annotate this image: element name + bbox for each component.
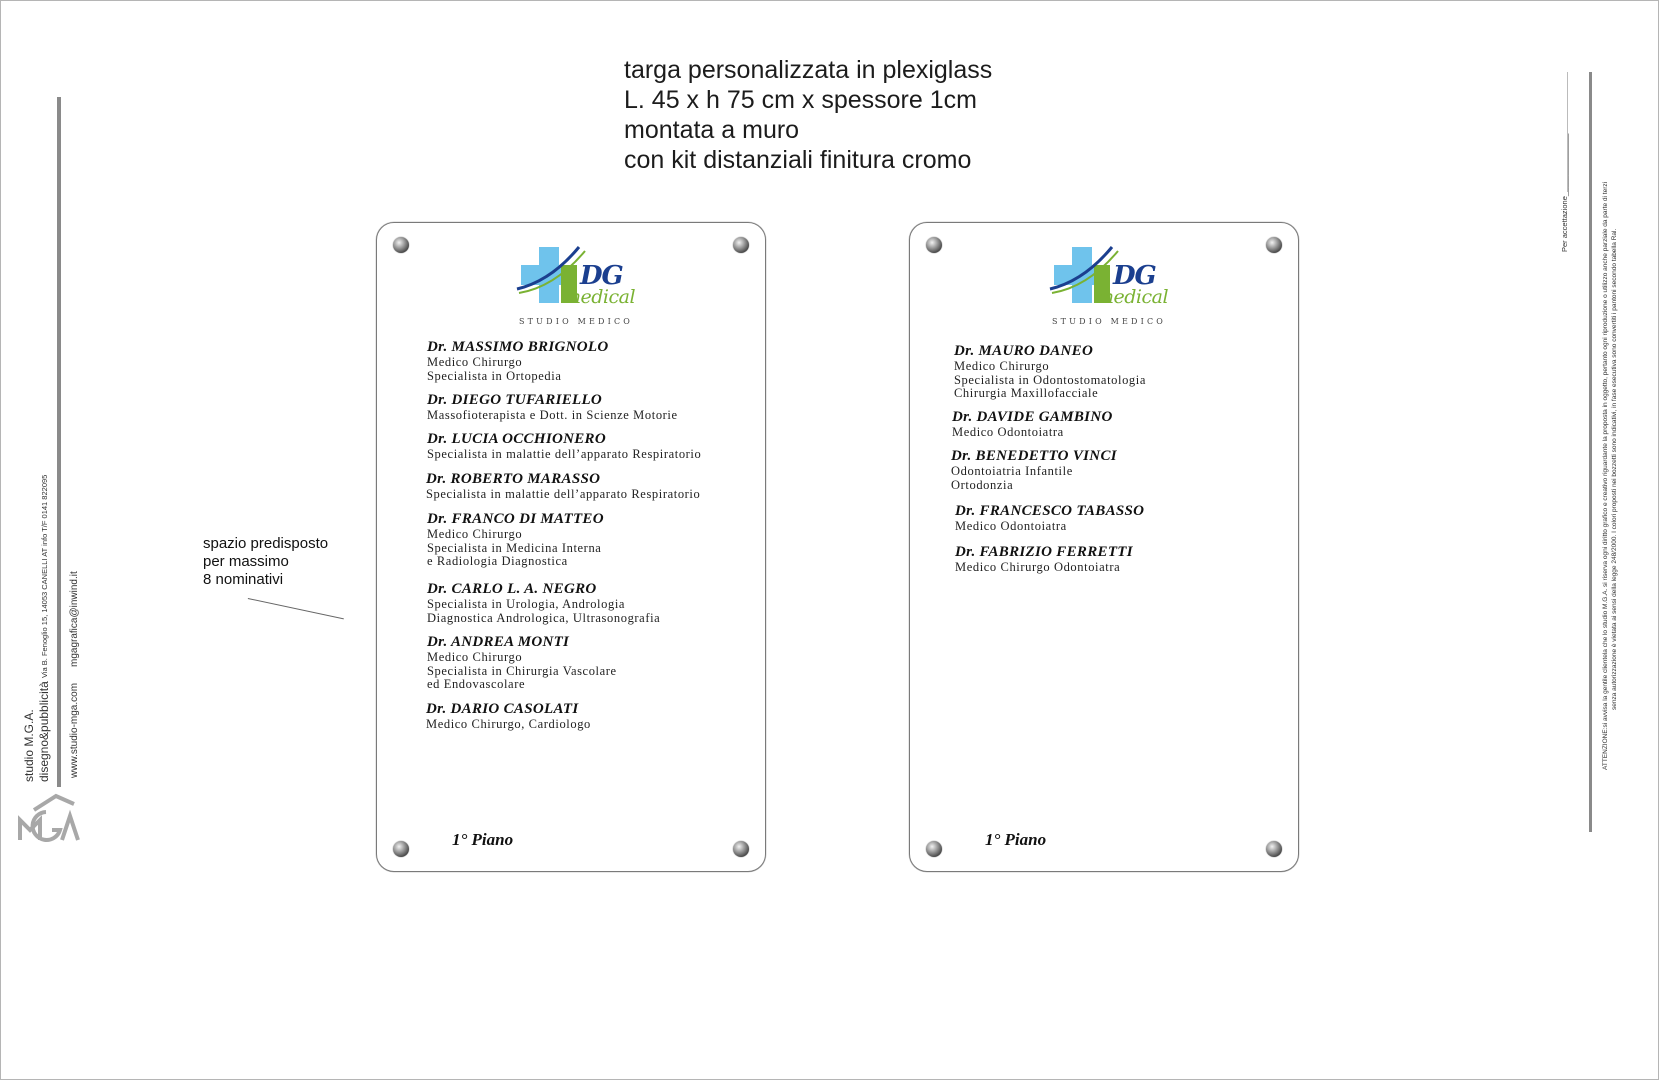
plaque-left <box>376 222 766 872</box>
studio-name: studio M.G.A. <box>22 709 36 782</box>
doctor-name: Dr. LUCIA OCCHIONERO <box>427 431 606 447</box>
logo-brand: DG <box>580 261 623 291</box>
screw-icon <box>1266 841 1282 857</box>
doctor-name: Dr. CARLO L. A. NEGRO <box>427 581 597 597</box>
doctor-role: Medico Chirurgo <box>427 527 523 541</box>
plaque-right <box>909 222 1299 872</box>
doctor-entry <box>952 409 1113 440</box>
description-line: L. 45 x h 75 cm x spessore 1cm <box>624 86 977 114</box>
doctor-name: Dr. FRANCO DI MATTEO <box>427 511 604 527</box>
doctor-role: Medico Odontoiatra <box>955 519 1067 533</box>
doctor-entry <box>427 634 617 692</box>
capacity-note-line: spazio predisposto <box>203 535 329 552</box>
doctor-role: Medico Odontoiatra <box>952 425 1064 439</box>
doctor-name: Dr. FRANCESCO TABASSO <box>955 503 1145 519</box>
screw-icon <box>926 237 942 253</box>
studio-logo-icon <box>16 790 80 846</box>
doctor-entry <box>427 581 660 625</box>
screw-icon <box>733 841 749 857</box>
doctor-entry <box>426 471 700 502</box>
logo-sub: medical <box>1096 286 1169 308</box>
doctor-entry <box>426 701 591 732</box>
studio-website: www.studio-mga.com <box>69 682 80 778</box>
acceptance-divider <box>1589 72 1592 832</box>
doctor-entry <box>955 544 1133 575</box>
copyright-warning: senza autorizzazione è vietata ai sensi della legge 248/2000. I colori proposti nei bozzetti sono indicativi, in fase esecutiva sono convertiti i pantoni secondo tabella Ral. <box>1611 228 1618 710</box>
doctor-role: Specialista in malattie dell’apparato Respiratorio <box>427 447 702 461</box>
doctor-entry <box>427 339 608 383</box>
studio-email: mgagrafica@inwind.it <box>69 571 80 667</box>
doctor-role: Medico Chirurgo, Cardiologo <box>426 717 591 731</box>
floor-label: 1° Piano <box>452 830 514 849</box>
logo-brand: DG <box>1113 261 1156 291</box>
screw-icon <box>926 841 942 857</box>
doctor-entry <box>955 503 1144 534</box>
copyright-warning: ATTENZIONE:si avvisa la gentile clientela che lo studio M.G.A. si riserva ogni diritto grafico e creativo riguardante la proposta in oggetto, pertanto ogni riproduzione o utilizzo anche parziale da parte di terzi <box>1602 181 1609 770</box>
logo-studio-label: STUDIO MEDICO <box>518 317 634 326</box>
doctor-name: Dr. BENEDETTO VINCI <box>951 448 1117 464</box>
doctor-name: Dr. DARIO CASOLATI <box>426 701 579 717</box>
acceptance-signature: Per accettazione_______________ <box>1560 133 1569 252</box>
doctor-role: Specialista in Ortopedia <box>427 368 562 383</box>
doctor-entry <box>427 431 701 462</box>
doctor-name: Dr. ROBERTO MARASSO <box>426 471 601 487</box>
plaque-description <box>624 55 992 175</box>
doctor-role: Specialista in malattie dell’apparato Respiratorio <box>426 487 701 501</box>
doctor-entry <box>427 511 604 569</box>
doctor-role: Medico Chirurgo <box>427 650 523 664</box>
doctor-role: e Radiologia Diagnostica <box>427 554 568 568</box>
doctor-name: Dr. DAVIDE GAMBINO <box>952 409 1113 425</box>
studio-tagline: disegno&pubblicità <box>37 681 51 782</box>
floor-label: 1° Piano <box>985 830 1047 849</box>
screw-icon <box>393 841 409 857</box>
doctor-role: Specialista in Medicina Interna <box>427 540 602 555</box>
doctor-name: Dr. DIEGO TUFARIELLO <box>427 392 603 408</box>
studio-address: Via B. Fenoglio 15, 14053 CANELLI AT info T/F 0141 822095 <box>40 474 49 678</box>
capacity-note-line: per massimo <box>203 553 289 570</box>
doctor-role: Specialista in Chirurgia Vascolare <box>427 663 617 678</box>
doctor-role: Chirurgia Maxillofacciale <box>954 386 1099 400</box>
dg-medical-logo <box>511 237 641 326</box>
doctor-role: Medico Chirurgo <box>954 359 1050 373</box>
doctor-entry <box>954 343 1146 401</box>
logo-sub: medical <box>563 286 636 308</box>
capacity-note <box>203 535 328 589</box>
doctor-role: Ortodonzia <box>951 477 1014 492</box>
doctor-role: ed Endovascolare <box>427 677 526 691</box>
capacity-note-line: 8 nominativi <box>203 571 284 588</box>
screw-icon <box>1266 237 1282 253</box>
doctor-role: Diagnostica Andrologica, Ultrasonografia <box>427 610 661 625</box>
doctor-entry <box>951 448 1117 492</box>
doctor-role: Specialista in Odontostomatologia <box>954 372 1146 387</box>
studio-divider <box>57 97 61 787</box>
description-line: con kit distanziali finitura cromo <box>624 146 972 174</box>
doctor-name: Dr. ANDREA MONTI <box>427 634 570 650</box>
doctor-name: Dr. MASSIMO BRIGNOLO <box>427 339 609 355</box>
doctor-role: Odontoiatria Infantile <box>951 464 1073 478</box>
screw-icon <box>733 237 749 253</box>
description-line: montata a muro <box>624 116 800 144</box>
screw-icon <box>393 237 409 253</box>
doctor-role: Medico Chirurgo Odontoiatra <box>955 560 1121 574</box>
doctor-role: Specialista in Urologia, Andrologia <box>427 597 626 611</box>
logo-studio-label: STUDIO MEDICO <box>1051 317 1167 326</box>
doctor-role: Massofioterapista e Dott. in Scienze Motorie <box>427 408 678 422</box>
doctor-name: Dr. MAURO DANEO <box>954 343 1094 359</box>
dg-medical-logo <box>1044 237 1174 326</box>
description-line: targa personalizzata in plexiglass <box>624 56 993 84</box>
doctor-entry <box>427 392 678 423</box>
doctor-name: Dr. FABRIZIO FERRETTI <box>955 544 1133 560</box>
doctor-role: Medico Chirurgo <box>427 355 523 369</box>
